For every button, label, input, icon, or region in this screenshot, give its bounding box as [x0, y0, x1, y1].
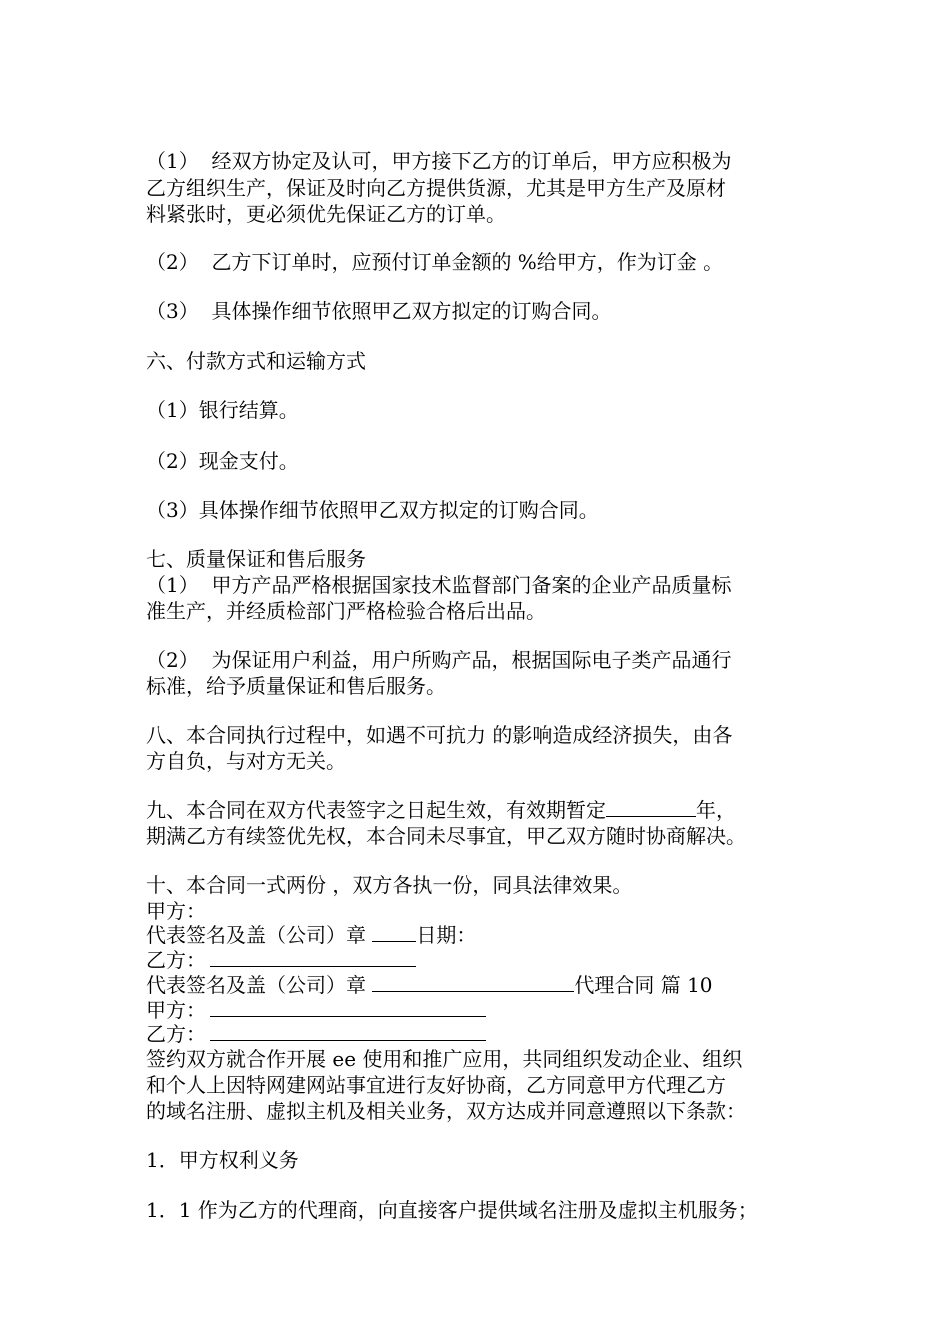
text-line: 签约双方就合作开展 ee 使用和推广应用，共同组织发动企业、组织 [146, 1047, 743, 1071]
signature-line-1 [146, 922, 476, 948]
party-b-blank [210, 948, 416, 967]
sign-label: 代表签名及盖（公司）章 [146, 973, 373, 997]
party-a2-label: 甲方： [146, 998, 206, 1022]
party-b-label: 乙方： [146, 948, 206, 972]
party-a2-line [146, 997, 486, 1023]
contract-title: 代理合同 篇 10 [574, 973, 713, 997]
text-line: 和个人上因特网建网站事宜进行友好协商，乙方同意甲方代理乙方 [146, 1073, 726, 1097]
text-line: 期满乙方有续签优先权，本合同未尽事宜，甲乙双方随时协商解决。 [146, 824, 746, 848]
text-line: （1） 甲方产品严格根据国家技术监督部门备案的企业产品质量标 [146, 573, 732, 597]
sign-label: 代表签名及盖（公司）章 [146, 923, 373, 947]
text-line: （2）现金支付。 [146, 449, 299, 473]
section-heading: 七、质量保证和售后服务 [146, 547, 366, 571]
text-line: （1） 经双方协定及认可，甲方接下乙方的订单后，甲方应积极为 [146, 149, 732, 173]
text-line: 方自负，与对方无关。 [146, 749, 346, 773]
term-blank [606, 798, 696, 817]
signature-line-2 [146, 972, 713, 998]
clause-9-text: 九、本合同在双方代表签字之日起生效，有效期暂定 [146, 798, 606, 822]
text-line: （2） 为保证用户利益，用户所购产品，根据国际电子类产品通行 [146, 648, 732, 672]
party-a2-blank [210, 998, 486, 1017]
party-b2-line [146, 1021, 486, 1047]
section-heading: 1．甲方权利义务 [146, 1148, 299, 1172]
party-b2-label: 乙方： [146, 1022, 206, 1046]
date-label: 日期： [416, 923, 477, 947]
signature-blank [372, 923, 416, 942]
text-line: （3） 具体操作细节依照甲乙双方拟定的订购合同。 [146, 299, 612, 323]
text-line: （1）银行结算。 [146, 398, 299, 422]
text-line: 准生产，并经质检部门严格检验合格后出品。 [146, 599, 546, 623]
text-line: （3）具体操作细节依照甲乙双方拟定的订购合同。 [146, 498, 599, 522]
text-line: 十、本合同一式两份 ，双方各执一份，同具法律效果。 [146, 873, 633, 897]
section-heading: 六、付款方式和运输方式 [146, 349, 366, 373]
party-b2-blank [210, 1022, 486, 1041]
signature-blank [372, 973, 574, 992]
text-line: 1．1 作为乙方的代理商，向直接客户提供域名注册及虚拟主机服务； [146, 1198, 758, 1222]
clause-9-line [146, 797, 736, 823]
text-line: 八、本合同执行过程中，如遇不可抗力 的影响造成经济损失，由各 [146, 723, 733, 747]
text-line: 标准，给予质量保证和售后服务。 [146, 674, 446, 698]
text-line: 料紧张时，更必须优先保证乙方的订单。 [146, 202, 506, 226]
party-b-line [146, 947, 416, 973]
text-line: （2） 乙方下订单时，应预付订单金额的 %给甲方，作为订金 。 [146, 250, 724, 274]
clause-9-year: 年， [696, 798, 736, 822]
text-line: 乙方组织生产，保证及时向乙方提供货源，尤其是甲方生产及原材 [146, 176, 726, 200]
party-a-label: 甲方： [146, 899, 206, 923]
text-line: 的域名注册、虚拟主机及相关业务，双方达成并同意遵照以下条款： [146, 1099, 746, 1123]
